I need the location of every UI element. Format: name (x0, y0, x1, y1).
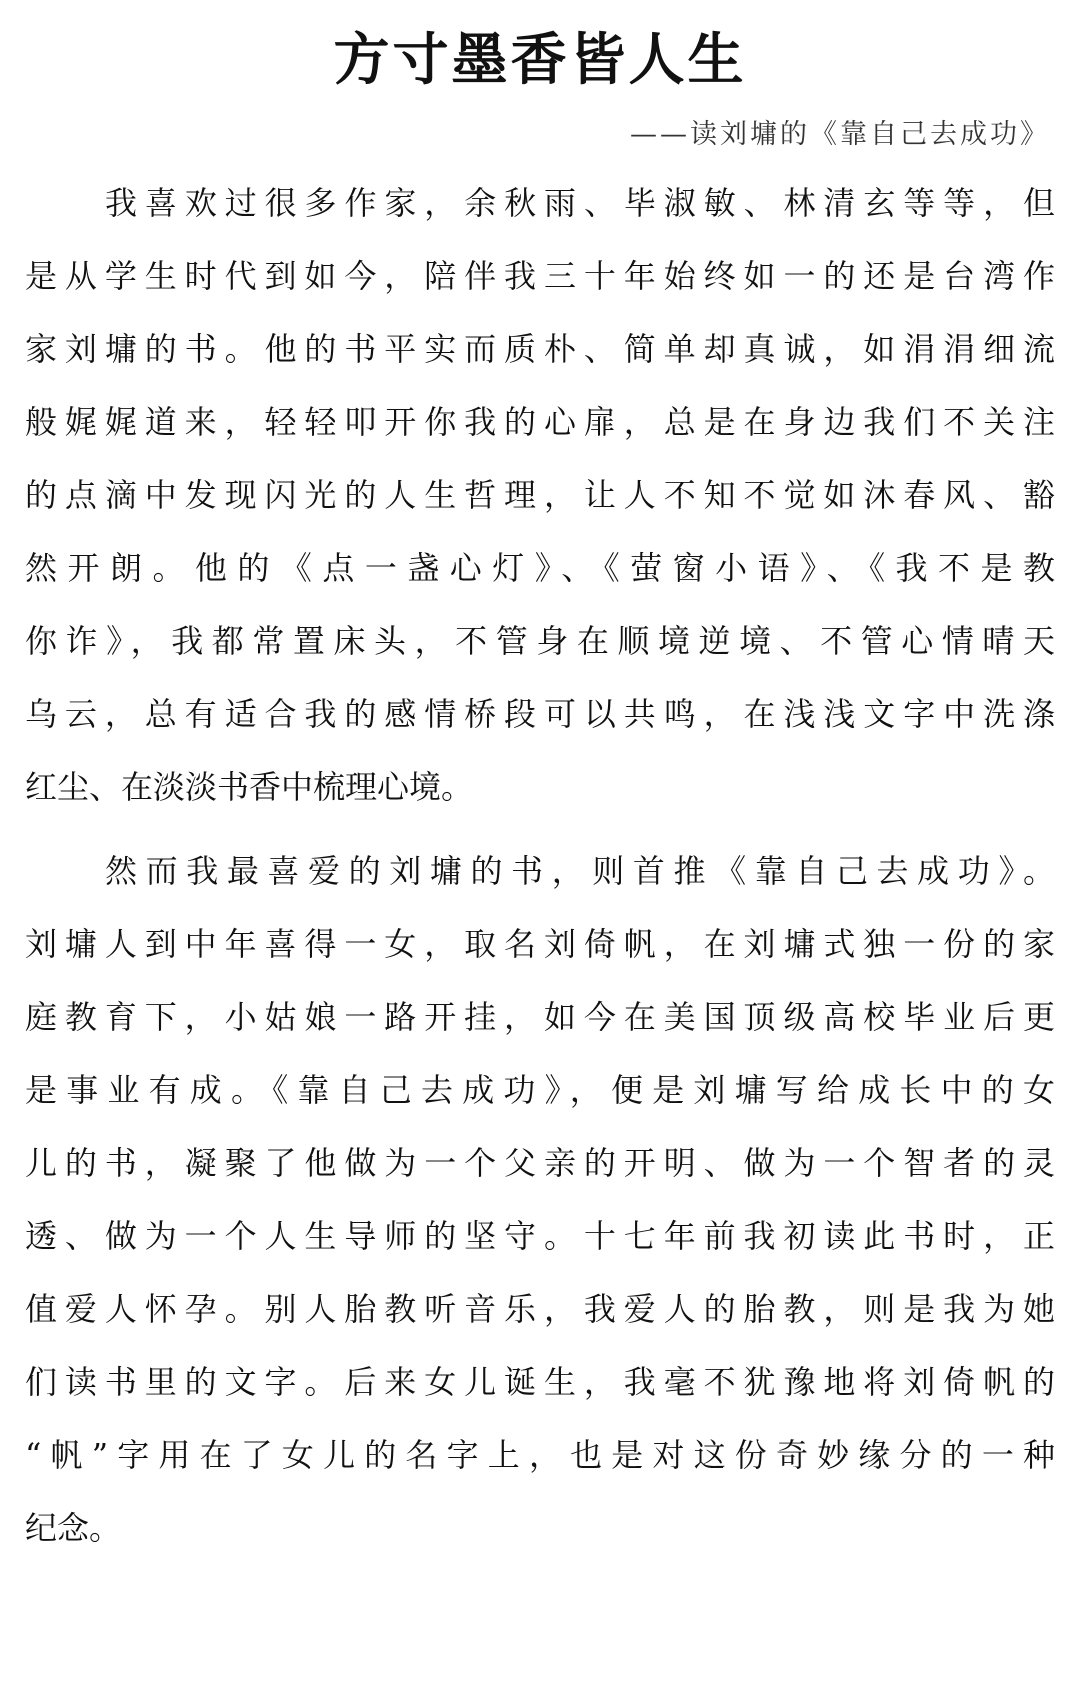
paragraph-line: 般娓娓道来，轻轻叩开你我的心扉，总是在身边我们不关注 (25, 403, 1055, 441)
paragraph-line: 透、做为一个人生导师的坚守。十七年前我初读此书时，正 (25, 1217, 1055, 1255)
paragraph-line: 是事业有成。《靠自己去成功》，便是刘墉写给成长中的女 (25, 1071, 1055, 1109)
article-subtitle: ——读刘墉的《靠自己去成功》 (630, 119, 1050, 150)
paragraph-line: 然而我最喜爱的刘墉的书，则首推《靠自己去成功》。 (105, 852, 1055, 890)
paragraph-line: 家刘墉的书。他的书平实而质朴、简单却真诚，如涓涓细流 (25, 330, 1055, 368)
paragraph-line: 刘墉人到中年喜得一女，取名刘倚帆，在刘墉式独一份的家 (25, 925, 1055, 963)
paragraph-line: 的点滴中发现闪光的人生哲理，让人不知不觉如沐春风、豁 (25, 476, 1055, 514)
paragraph-line: 然开朗。他的《点一盏心灯》、《萤窗小语》、《我不是教 (25, 549, 1055, 587)
paragraph-line: 值爱人怀孕。别人胎教听音乐，我爱人的胎教，则是我为她 (25, 1290, 1055, 1328)
paragraph-line: 们读书里的文字。后来女儿诞生，我毫不犹豫地将刘倚帆的 (25, 1363, 1055, 1401)
paragraph-line: 我喜欢过很多作家，余秋雨、毕淑敏、林清玄等等，但 (105, 184, 1055, 222)
paragraph-line: 红尘、在淡淡书香中梳理心境。 (25, 768, 474, 806)
paragraph-line: 儿的书，凝聚了他做为一个父亲的开明、做为一个智者的灵 (25, 1144, 1055, 1182)
paragraph-line: 是从学生时代到如今，陪伴我三十年始终如一的还是台湾作 (25, 257, 1055, 295)
article-title: 方寸墨香皆人生 (333, 28, 747, 93)
paragraph-line: 你诈》，我都常置床头，不管身在顺境逆境、不管心情晴天 (25, 622, 1055, 660)
paragraph-line: 纪念。 (25, 1509, 122, 1547)
paragraph-line: “帆”字用在了女儿的名字上，也是对这份奇妙缘分的一种 (25, 1436, 1055, 1474)
paragraph-line: 庭教育下，小姑娘一路开挂，如今在美国顶级高校毕业后更 (25, 998, 1055, 1036)
paragraph-line: 乌云，总有适合我的感情桥段可以共鸣，在浅浅文字中洗涤 (25, 695, 1055, 733)
